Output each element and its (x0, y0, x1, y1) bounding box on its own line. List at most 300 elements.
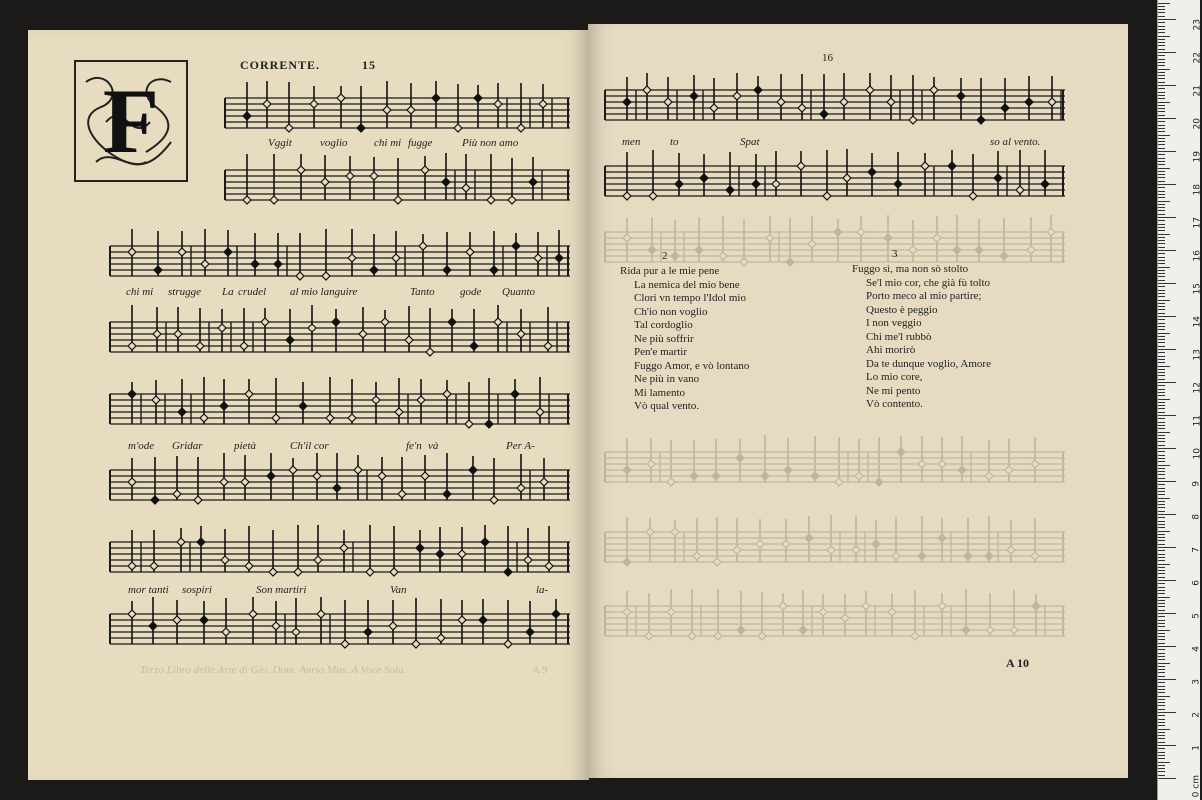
tab-note (700, 174, 708, 182)
ruler-tick (1158, 220, 1165, 221)
ruler-tick (1158, 359, 1165, 360)
ruler-tick (1158, 461, 1165, 462)
ruler-unit-label: 0 cm (1191, 775, 1201, 798)
tab-note (719, 252, 727, 260)
tab-note (504, 640, 512, 648)
ruler-tick (1158, 316, 1176, 317)
tab-note (196, 342, 204, 350)
ruler-tick (1158, 187, 1165, 188)
ruler-tick (1158, 583, 1165, 584)
ruler-tick (1158, 131, 1165, 132)
tab-note (437, 634, 445, 642)
tab-note (458, 616, 466, 624)
tab-note (364, 628, 372, 636)
ruler-tick (1158, 755, 1165, 756)
ruler-tick (1158, 686, 1165, 687)
ruler-tick (1158, 514, 1176, 515)
tab-note (251, 260, 259, 268)
ruler-tick (1158, 468, 1165, 469)
tab-note (267, 472, 275, 480)
tab-note (540, 478, 548, 486)
tab-note (526, 628, 534, 636)
tab-note (779, 602, 787, 610)
tab-note (671, 528, 679, 536)
ruler-tick (1158, 712, 1176, 713)
tab-note (357, 124, 365, 132)
tab-note (494, 100, 502, 108)
tab-note (875, 478, 883, 486)
ruler-tick (1158, 382, 1176, 383)
tab-note (381, 318, 389, 326)
ruler-tick (1158, 656, 1165, 657)
tab-note (241, 478, 249, 486)
tab-note (479, 616, 487, 624)
tab-note (938, 534, 946, 542)
tab-note (508, 196, 516, 204)
tab-note (524, 556, 532, 564)
tab-note (173, 616, 181, 624)
tab-note (1001, 104, 1009, 112)
ruler-tick (1158, 557, 1165, 558)
ruler-tick (1158, 699, 1165, 700)
ruler-tick (1158, 577, 1165, 578)
ruler-tick (1158, 65, 1165, 66)
tab-note (314, 556, 322, 564)
ruler-tick (1158, 290, 1165, 291)
tab-note (710, 104, 718, 112)
tab-note (465, 420, 473, 428)
ruler-tick (1158, 719, 1165, 720)
ruler-tick (1158, 108, 1165, 109)
verse-line: Mi lamento (634, 386, 686, 399)
measurement-ruler (1157, 0, 1200, 800)
ruler-tick (1158, 26, 1165, 27)
lyric-word: La (222, 286, 234, 298)
tab-note (326, 414, 334, 422)
tab-note (623, 558, 631, 566)
lyric-word: Vggit (268, 137, 292, 149)
ruler-tick (1158, 540, 1165, 541)
ruler-tick (1158, 88, 1165, 89)
tab-note (243, 196, 251, 204)
ruler-tick (1158, 171, 1165, 172)
tab-note (200, 616, 208, 624)
ruler-tick (1158, 105, 1165, 106)
ruler-tick (1158, 356, 1165, 357)
tab-note (953, 246, 961, 254)
ruler-tick (1158, 240, 1165, 241)
ruler-tick (1158, 771, 1165, 772)
tab-note (511, 390, 519, 398)
tab-note (419, 242, 427, 250)
tab-note (536, 408, 544, 416)
tab-note (286, 336, 294, 344)
tab-note (490, 496, 498, 504)
ruler-tick (1158, 534, 1165, 535)
ruler-tick (1158, 154, 1165, 155)
ruler-tick (1158, 524, 1165, 525)
ruler-tick (1158, 564, 1170, 565)
ruler-tick (1158, 392, 1165, 393)
lyric-word: fe'n (406, 440, 422, 452)
stanza-number: 3 (892, 248, 898, 260)
tab-note (1010, 626, 1018, 634)
tab-note (714, 632, 722, 640)
tab-note (149, 622, 157, 630)
decorated-initial (74, 60, 188, 182)
ruler-tick (1158, 207, 1165, 208)
ruler-label: 6 (1192, 580, 1202, 586)
tab-note (194, 496, 202, 504)
tab-note (897, 448, 905, 456)
tab-note (359, 330, 367, 338)
tab-note (648, 246, 656, 254)
tab-note (308, 324, 316, 332)
tab-note (884, 234, 892, 242)
tab-note (852, 546, 860, 554)
tab-note (370, 172, 378, 180)
tab-note (911, 632, 919, 640)
tab-note (786, 258, 794, 266)
tab-note (985, 472, 993, 480)
ruler-tick (1158, 319, 1165, 320)
ruler-tick (1158, 692, 1165, 693)
tab-note (894, 180, 902, 188)
ruler-tick (1158, 715, 1165, 716)
lyric-word: mor tanti (128, 584, 169, 596)
tab-note (761, 472, 769, 480)
ruler-tick (1158, 498, 1170, 499)
ruler-tick (1158, 234, 1170, 235)
lyric-word: Ch'il cor (290, 440, 329, 452)
verse-line: I non veggio (866, 317, 922, 329)
tab-note (389, 622, 397, 630)
tab-note (220, 478, 228, 486)
tab-note (337, 94, 345, 102)
tab-note (623, 192, 631, 200)
page-header-title: CORRENTE. (240, 58, 321, 72)
ruler-tick (1158, 448, 1176, 449)
ruler-tick (1158, 111, 1165, 112)
ruler-tick (1158, 600, 1165, 601)
tab-note (243, 112, 251, 120)
ruler-tick (1158, 666, 1165, 667)
ruler-label: 22 (1192, 52, 1202, 64)
tab-note (272, 622, 280, 630)
ruler-tick (1158, 646, 1176, 647)
tab-note (174, 330, 182, 338)
tab-note (649, 192, 657, 200)
ruler-tick (1158, 217, 1176, 218)
ruler-tick (1158, 210, 1165, 211)
tab-note (868, 168, 876, 176)
ruler-tick (1158, 689, 1165, 690)
verse-line: Ch'io non voglio (634, 305, 708, 318)
verse-line: Chi me'l rubbò (866, 330, 932, 343)
ruler-tick (1158, 709, 1165, 710)
tablature-staff (605, 154, 1065, 204)
ruler-tick (1158, 49, 1165, 50)
ruler-tick (1158, 98, 1165, 99)
ruler-tick (1158, 425, 1165, 426)
ruler-tick (1158, 484, 1165, 485)
verse-line: Ne più in vano (634, 373, 700, 385)
tab-note (799, 626, 807, 634)
tab-note (994, 174, 1002, 182)
ruler-tick (1158, 72, 1165, 73)
ruler-tick (1158, 752, 1165, 753)
lyric-word: strugge (168, 286, 201, 298)
tab-note (736, 454, 744, 462)
tab-note (623, 466, 631, 474)
tab-note (733, 546, 741, 554)
tab-note (407, 106, 415, 114)
ruler-tick (1158, 491, 1165, 492)
ruler-label: 3 (1192, 679, 1202, 685)
tab-note (128, 610, 136, 618)
ruler-tick (1158, 669, 1165, 670)
tab-note (372, 396, 380, 404)
ruler-tick (1158, 309, 1165, 310)
tab-note (675, 180, 683, 188)
tab-note (766, 234, 774, 242)
ruler-tick (1158, 768, 1165, 769)
tab-note (544, 342, 552, 350)
tab-note (224, 248, 232, 256)
ruler-tick (1158, 762, 1170, 763)
tab-note (178, 248, 186, 256)
ruler-tick (1158, 32, 1165, 33)
ruler-tick (1158, 260, 1165, 261)
tab-note (756, 540, 764, 548)
tab-note (1031, 552, 1039, 560)
tab-note (866, 86, 874, 94)
ruler-tick (1158, 362, 1165, 363)
tab-note (872, 540, 880, 548)
ruler-tick (1158, 742, 1165, 743)
lyric-word: Per A- (506, 440, 535, 452)
ruler-tick (1158, 725, 1165, 726)
ruler-tick (1158, 451, 1165, 452)
ruler-tick (1158, 85, 1176, 86)
tab-note (272, 414, 280, 422)
tablature-staff (110, 306, 570, 360)
tab-note (985, 552, 993, 560)
tab-note (986, 626, 994, 634)
ruler-tick (1158, 775, 1165, 776)
tab-note (178, 408, 186, 416)
tab-note (201, 260, 209, 268)
tab-note (517, 124, 525, 132)
ruler-tick (1158, 748, 1165, 749)
verse-line: Tal cordoglio (634, 319, 693, 331)
tab-note (754, 86, 762, 94)
tab-note (671, 252, 679, 260)
tab-note (555, 254, 563, 262)
ruler-tick (1158, 313, 1165, 314)
tab-note (458, 550, 466, 558)
tab-note (918, 460, 926, 468)
ruler-tick (1158, 504, 1165, 505)
ruler-tick (1158, 257, 1165, 258)
ruler-tick (1158, 214, 1165, 215)
tab-note (512, 242, 520, 250)
verse-line: Ne mi pento (866, 384, 921, 397)
verse-line: Porto meco al mio partire; (866, 290, 982, 302)
verse-line: Lo mio core, (866, 371, 923, 383)
ruler-tick (1158, 6, 1165, 7)
tab-note (1005, 466, 1013, 474)
tab-note (398, 490, 406, 498)
tab-note (645, 632, 653, 640)
tab-note (470, 342, 478, 350)
ruler-tick (1158, 16, 1165, 17)
ruler-label: 12 (1192, 382, 1202, 394)
tab-note (752, 180, 760, 188)
ruler-tick (1158, 432, 1170, 433)
lyric-word: men (622, 136, 641, 148)
ruler-tick (1158, 521, 1165, 522)
verse-line: Rida pur a le mie pene (620, 265, 720, 277)
ruler-tick (1158, 243, 1165, 244)
tablature-staff (605, 78, 1065, 128)
ruler-tick (1158, 527, 1165, 528)
tab-note (285, 124, 293, 132)
tab-note (333, 484, 341, 492)
tablature-staff (110, 382, 570, 432)
tab-note (1000, 252, 1008, 260)
tab-note (1027, 246, 1035, 254)
ruler-tick (1158, 778, 1176, 779)
ruler-tick (1158, 59, 1165, 60)
ruler-tick (1158, 184, 1176, 185)
tab-note (713, 558, 721, 566)
ruler-tick (1158, 547, 1176, 548)
ruler-tick (1158, 267, 1170, 268)
ruler-tick (1158, 115, 1165, 116)
ruler-tick (1158, 653, 1165, 654)
svg-text:F: F (102, 70, 160, 172)
lyric-word: la- (536, 584, 549, 596)
ruler-label: 18 (1192, 184, 1202, 196)
tab-note (417, 396, 425, 404)
tab-note (321, 178, 329, 186)
tab-note (862, 602, 870, 610)
tab-note (200, 414, 208, 422)
ruler-tick (1158, 702, 1165, 703)
lyric-word: to (670, 136, 679, 148)
ruler-label: 4 (1192, 646, 1202, 652)
ruler-tick (1158, 465, 1170, 466)
verse-line: Se'l mio cor, che già fù tolto (866, 276, 991, 289)
tab-note (152, 396, 160, 404)
tab-note (1025, 98, 1033, 106)
tab-note (378, 472, 386, 480)
tab-note (177, 538, 185, 546)
tab-note (221, 556, 229, 564)
tab-note (517, 330, 525, 338)
ruler-label: 23 (1192, 19, 1202, 31)
ruler-tick (1158, 270, 1165, 271)
tab-note (690, 472, 698, 480)
ruler-tick (1158, 732, 1165, 733)
ruler-tick (1158, 151, 1176, 152)
ruler-label: 13 (1192, 349, 1202, 361)
ruler-tick (1158, 55, 1165, 56)
tab-note (405, 336, 413, 344)
tab-note (485, 420, 493, 428)
tab-note (392, 254, 400, 262)
lyric-word: Spat (740, 136, 760, 148)
tab-note (289, 466, 297, 474)
ruler-tick (1158, 336, 1165, 337)
tab-note (888, 608, 896, 616)
tab-note (348, 254, 356, 262)
ruler-tick (1158, 587, 1165, 588)
ruler-tick (1158, 75, 1165, 76)
ruler-tick (1158, 481, 1176, 482)
tab-note (840, 98, 848, 106)
ruler-tick (1158, 19, 1176, 20)
ruler-tick (1158, 3, 1170, 4)
tab-note (150, 562, 158, 570)
tab-note (297, 166, 305, 174)
lyric-word: chi mi (126, 286, 154, 298)
verse-stanza-3 (852, 263, 991, 412)
ruler-tick (1158, 125, 1165, 126)
tab-note (823, 192, 831, 200)
tab-note (1031, 460, 1039, 468)
lyric-word: Tanto (410, 286, 435, 298)
verse-line: Questo è peggio (866, 303, 938, 316)
tab-note (481, 538, 489, 546)
ruler-tick (1158, 197, 1165, 198)
ruler-tick (1158, 610, 1165, 611)
ruler-tick (1158, 663, 1170, 664)
ruler-tick (1158, 349, 1176, 350)
ruler-tick (1158, 306, 1165, 307)
ruler-tick (1158, 501, 1165, 502)
tab-note (1041, 180, 1049, 188)
ruler-tick (1158, 352, 1165, 353)
tab-note (421, 472, 429, 480)
tab-note (782, 540, 790, 548)
ruler-tick (1158, 42, 1165, 43)
lyric-word: voglio (320, 137, 348, 149)
tab-note (948, 162, 956, 170)
tab-note (834, 228, 842, 236)
lyric-word: Quanto (502, 286, 535, 298)
tablature-staff (225, 158, 570, 208)
tablature-staff (110, 600, 570, 652)
ruler-tick (1158, 445, 1165, 446)
ruler-tick (1158, 293, 1165, 294)
tab-note (443, 390, 451, 398)
tab-note (220, 402, 228, 410)
ruler-tick (1158, 69, 1170, 70)
ruler-tick (1158, 418, 1165, 419)
ruler-tick (1158, 121, 1165, 122)
tab-note (1047, 228, 1055, 236)
ruler-tick (1158, 679, 1176, 680)
tab-note (395, 408, 403, 416)
ruler-tick (1158, 405, 1165, 406)
ruler-tick (1158, 590, 1165, 591)
ruler-tick (1158, 148, 1165, 149)
ruler-tick (1158, 161, 1165, 162)
tab-note (667, 608, 675, 616)
ruler-label: 2 (1192, 712, 1202, 718)
